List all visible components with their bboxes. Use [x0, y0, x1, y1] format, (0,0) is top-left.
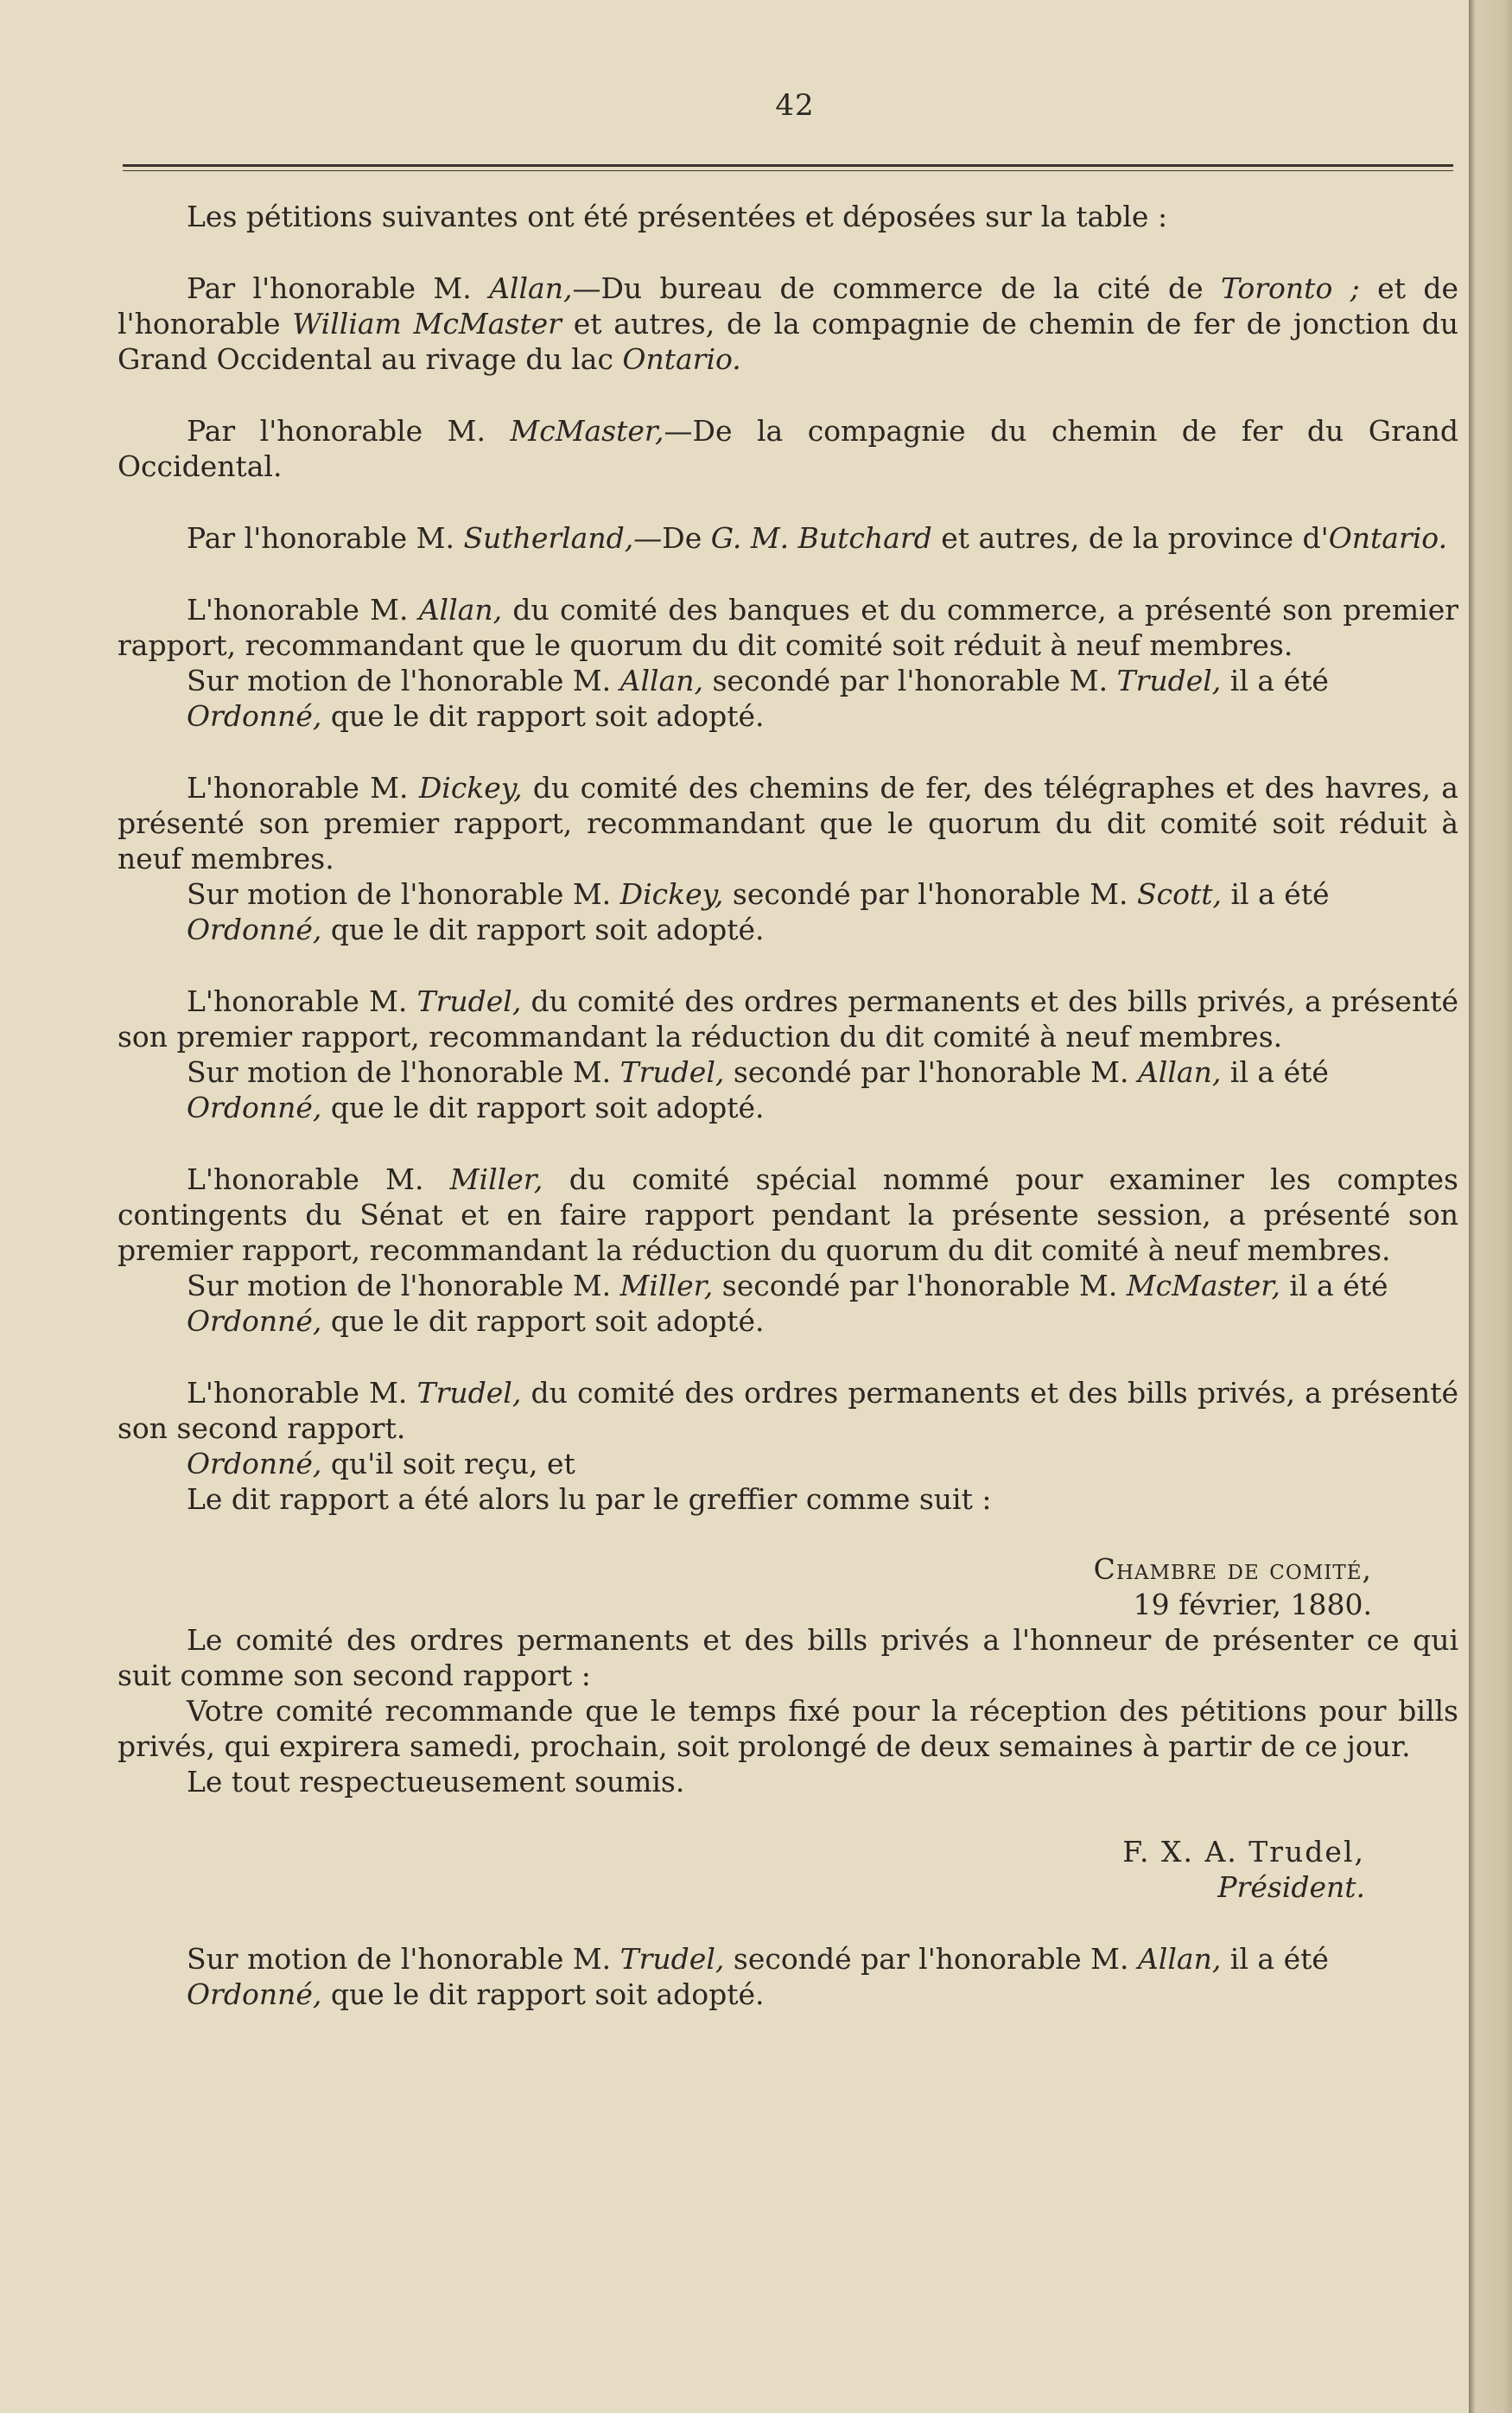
header-rule	[123, 164, 1453, 171]
second-report-entry	[118, 1375, 1458, 1446]
ordonne-label: Ordonné,	[187, 913, 322, 946]
motion-text: secondé par l'honorable M.	[724, 1942, 1138, 1976]
motion-line	[118, 876, 1458, 912]
final-motion-line	[118, 1941, 1458, 1977]
order-line	[118, 1303, 1458, 1339]
place-name: Ontario.	[1328, 521, 1448, 555]
page-number: 42	[775, 88, 815, 123]
petition-text: —De	[633, 521, 711, 555]
signature-block	[118, 1834, 1458, 1905]
motion-prefix: Sur motion de l'honorable M.	[187, 1269, 620, 1302]
report-text: du comité des ordres permanents et des bills privés, a présenté son premier rapport, recommandant la réduction du dit comité à neuf membres.	[118, 984, 1458, 1054]
committee-report-entry	[118, 1162, 1458, 1268]
motion-text: il a été	[1221, 1055, 1329, 1089]
signatory-name: F. X. A. Trudel,	[1122, 1835, 1365, 1869]
place-name: Toronto ;	[1220, 271, 1360, 305]
petitions-intro: Les pétitions suivantes ont été présentées et déposées sur la table :	[187, 200, 1168, 233]
motion-prefix: Sur motion de l'honorable M.	[187, 1942, 620, 1976]
senator-name: Miller,	[449, 1162, 543, 1196]
report-text: du comité des chemins de fer, des télégraphes et des havres, a présenté son premier rapport, recommandant que le quorum du dit comité soit réduit à neuf membres.	[118, 771, 1458, 875]
mover-name: Allan,	[619, 664, 703, 697]
seconder-name: McMaster,	[1126, 1269, 1280, 1302]
motion-line	[118, 663, 1458, 698]
motion-text: il a été	[1221, 877, 1330, 911]
report-dateline	[118, 1551, 1458, 1622]
senator-name: Allan,	[418, 593, 503, 627]
order-line	[118, 1446, 1458, 1481]
petition-entry	[118, 413, 1458, 484]
order-text: que le dit rapport soit adopté.	[321, 913, 765, 946]
seconder-name: Trudel,	[1116, 664, 1222, 697]
motion-text: il a été	[1280, 1269, 1388, 1302]
order-text: que le dit rapport soit adopté.	[321, 1304, 765, 1338]
ordonne-label: Ordonné,	[187, 1977, 322, 2011]
report-heading: Chambre de comité,	[1093, 1552, 1372, 1586]
ordonne-label: Ordonné,	[187, 1304, 322, 1338]
petition-text: et autres, de la province d'	[931, 521, 1329, 555]
petition-prefix: Par l'honorable M.	[187, 414, 511, 448]
petition-entry	[118, 520, 1458, 556]
petition-text: et de l'honorable	[118, 271, 1458, 341]
mover-name: Trudel,	[619, 1055, 725, 1089]
report-text: du comité des banques et du commerce, a présenté son premier rapport, recommandant que le quorum du dit comité soit réduit à neuf membres.	[118, 593, 1458, 662]
petition-prefix: Par l'honorable M.	[187, 521, 464, 555]
committee-report-entry	[118, 592, 1458, 663]
signatory-title: Président.	[1217, 1870, 1365, 1904]
order-line	[118, 698, 1458, 734]
senator-name: Trudel,	[416, 1376, 522, 1410]
report-prefix: L'honorable M.	[187, 771, 419, 805]
motion-prefix: Sur motion de l'honorable M.	[187, 877, 620, 911]
motion-text: secondé par l'honorable M.	[713, 1269, 1127, 1302]
petitioner-name: G. M. Butchard	[710, 521, 932, 555]
motion-prefix: Sur motion de l'honorable M.	[187, 1055, 620, 1089]
senator-name: Dickey,	[418, 771, 523, 805]
petition-text: et autres, de la compagnie de chemin de fer de jonction du Grand Occidental au rivage du lac	[118, 307, 1458, 376]
report-prefix: L'honorable M.	[187, 1376, 417, 1410]
seconder-name: Allan,	[1137, 1055, 1222, 1089]
order-line	[118, 1090, 1458, 1125]
report-paragraph: Le tout respectueusement soumis.	[187, 1765, 685, 1799]
report-prefix: L'honorable M.	[187, 1162, 450, 1196]
report-date: 19 février, 1880.	[1133, 1588, 1372, 1621]
petition-text: —Du bureau de commerce de la cité de	[572, 271, 1221, 305]
report-paragraph: Votre comité recommande que le temps fixé pour la réception des pétitions pour bills privés, qui expirera samedi, prochain, soit prolongé de deux semaines à partir de ce jour.	[118, 1694, 1458, 1763]
read-line: Le dit rapport a été alors lu par le greffier comme suit :	[187, 1482, 992, 1516]
motion-text: il a été	[1221, 664, 1329, 697]
order-line	[118, 912, 1458, 947]
committee-report-entry	[118, 770, 1458, 876]
mover-name: Trudel,	[619, 1942, 725, 1976]
committee-report-entry	[118, 984, 1458, 1054]
motion-text: secondé par l'honorable M.	[703, 664, 1117, 697]
senator-name: Allan,	[489, 271, 573, 305]
ordonne-label: Ordonné,	[187, 1447, 322, 1480]
motion-line	[118, 1268, 1458, 1303]
senator-name: Trudel,	[416, 984, 522, 1018]
page-body	[118, 199, 1458, 2012]
order-line	[118, 1977, 1458, 2012]
ordonne-label: Ordonné,	[187, 699, 322, 733]
motion-prefix: Sur motion de l'honorable M.	[187, 664, 620, 697]
seconder-name: Scott,	[1136, 877, 1222, 911]
report-text: du comité des ordres permanents et des bills privés, a présenté son second rapport.	[118, 1376, 1458, 1445]
motion-text: secondé par l'honorable M.	[724, 1055, 1138, 1089]
petition-prefix: Par l'honorable M.	[187, 271, 490, 305]
ordonne-label: Ordonné,	[187, 1091, 322, 1124]
report-prefix: L'honorable M.	[187, 984, 417, 1018]
seconder-name: Allan,	[1137, 1942, 1222, 1976]
report-text: du comité spécial nommé pour examiner les comptes contingents du Sénat et en faire rapport pendant la présente session, a présenté son premier rapport, recommandant la réduction du quorum du dit comité à neuf membres.	[118, 1162, 1458, 1267]
senator-name: McMaster,	[510, 414, 664, 448]
motion-text: secondé par l'honorable M.	[723, 877, 1137, 911]
order-text: que le dit rapport soit adopté.	[321, 699, 765, 733]
report-prefix: L'honorable M.	[187, 593, 419, 627]
petitioner-name: William McMaster	[292, 307, 562, 341]
order-text: que le dit rapport soit adopté.	[321, 1091, 765, 1124]
order-text: que le dit rapport soit adopté.	[321, 1977, 765, 2011]
petition-text: —De la compagnie du chemin de fer du Grand Occidental.	[118, 414, 1458, 483]
petition-entry	[118, 271, 1458, 377]
motion-text: il a été	[1221, 1942, 1329, 1976]
order-text: qu'il soit reçu, et	[321, 1447, 575, 1480]
report-paragraph: Le comité des ordres permanents et des bills privés a l'honneur de présenter ce qui suit comme son second rapport :	[118, 1623, 1458, 1692]
place-name: Ontario.	[622, 342, 741, 376]
motion-line	[118, 1054, 1458, 1090]
senator-name: Sutherland,	[463, 521, 634, 555]
mover-name: Dickey,	[619, 877, 724, 911]
mover-name: Miller,	[619, 1269, 714, 1302]
book-gutter	[1469, 0, 1512, 2413]
